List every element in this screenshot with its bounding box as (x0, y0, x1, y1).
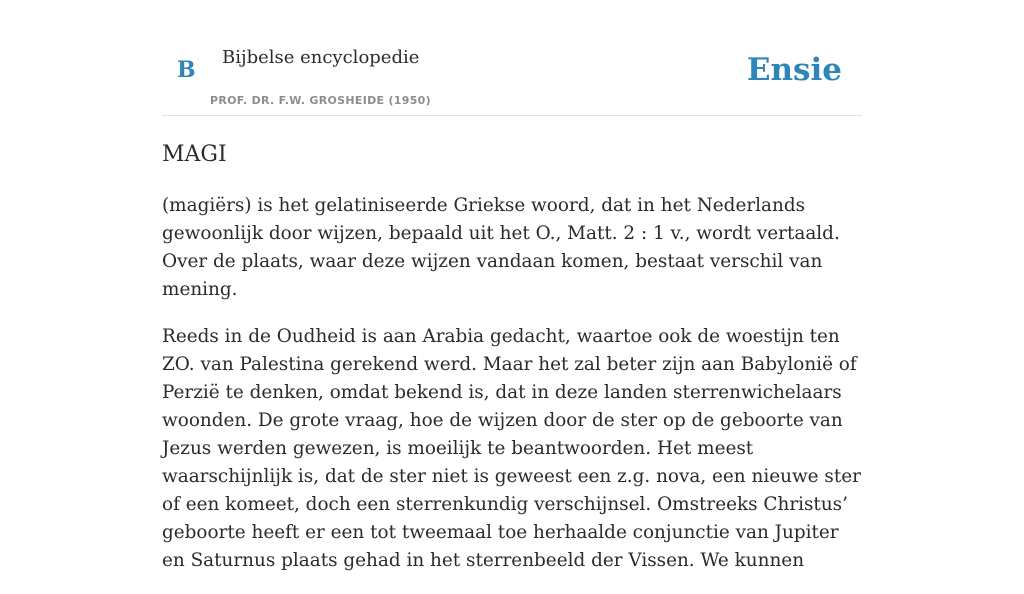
page-content (162, 0, 862, 571)
book-author: PROF. DR. F.W. GROSHEIDE (1950) (210, 94, 431, 107)
page-header (162, 0, 862, 116)
book-title-link[interactable]: Bijbelse encyclopedie (222, 47, 420, 68)
entry-paragraph: Reeds in de Oudheid is aan Arabia gedacht, waartoe ook de woestijn ten ZO. van Palestina gerekend werd. Maar het zal beter zijn aan Babylonië of Perzië te denken, omdat bekend is, dat in deze landen sterrenwichelaars woonden. De grote vraag, hoe de wijzen door de ster op de geboorte van Jezus werden gewezen, is moeilijk te beantwoorden. Het meest waarschijnlijk is, dat de ster niet is geweest een z.g. nova, een nieuwe ster of een komeet, doch een sterrenkundig verschijnsel. Omstreeks Christus’ geboorte heeft er een tot tweemaal toe herhaalde conjunctie van Jupiter en Saturnus plaats gehad in het sterrenbeeld der Vissen. We kunnen (162, 326, 861, 571)
entry-title: MAGI (162, 142, 227, 167)
ensie-logo[interactable]: Ensie (746, 52, 842, 88)
entry-body (162, 192, 862, 594)
entry-paragraph: (magiërs) is het gelatiniseerde Griekse woord, dat in het Nederlands gewoonlijk door wijzen, bepaald uit het O., Matt. 2 : 1 v., wordt vertaald. Over de plaats, waar deze wijzen vandaan komen, bestaat verschil van mening. (162, 195, 840, 300)
book-logo-icon[interactable]: B (177, 57, 196, 83)
